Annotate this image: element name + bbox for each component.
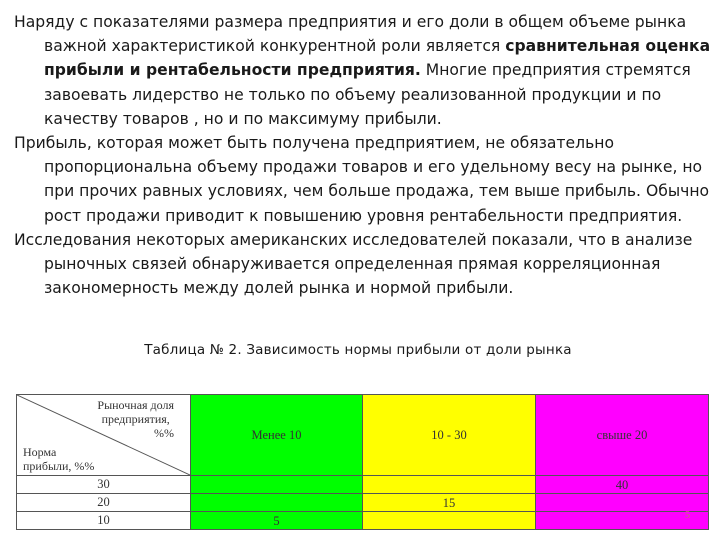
table-cell: 15 [363,494,536,512]
table-cell [191,476,363,494]
table-cell [536,494,709,512]
table-cell: 5 [191,512,363,530]
table-cell [363,512,536,530]
table-cell: 40 [536,476,709,494]
column-header-under-10: Менее 10 [191,395,363,476]
body-text [14,10,714,300]
profit-share-table [16,394,709,530]
row-axis-label: Норма прибыли, %% [23,445,95,473]
page-number: 5 [685,510,690,521]
column-header-10-30: 10 - 30 [363,395,536,476]
diagonal-header-cell [17,395,191,476]
row-label: 20 [17,494,191,512]
table-row [17,494,709,512]
table-row [17,512,709,530]
row-label: 30 [17,476,191,494]
table-header-row [17,395,709,476]
table-cell [191,494,363,512]
paragraph-2: Прибыль, которая может быть получена предприятием, не обязательно пропорциональна объему продажи товаров и его удельному весу на рынке, но при прочих равных условиях, чем больше продажа, тем выше прибыль. Обычно рост продажи приводит к повышению уровня рентабельности предприятия. [14,134,710,225]
table-cell [363,476,536,494]
table-cell [536,512,709,530]
table-caption: Таблица № 2. Зависимость нормы прибыли от доли рынка [144,342,572,358]
column-header-over-20: свыше 20 [536,395,709,476]
emphasis-text: сравнительная оценка прибыли и рентабельности предприятия. [44,37,711,80]
column-axis-label: Рыночная доля предприятия, %% [97,398,174,440]
paragraph-1: Наряду с показателями размера предприятия и его доли в общем объеме рынка важной характеристикой конкурентной роли является сравнительная оценка прибыли и рентабельности предприятия. Многие предприятия стремятся завоевать лидерство не только по объему реализованной продукции и по качеству товаров , но и по максимуму прибыли. [14,13,711,128]
table-row [17,476,709,494]
row-label: 10 [17,512,191,530]
paragraph-3: Исследования некоторых американских исследователей показали, что в анализе рыночных связей обнаруживается определенная прямая корреляционная закономерность между долей рынка и нормой прибыли. [14,230,693,298]
